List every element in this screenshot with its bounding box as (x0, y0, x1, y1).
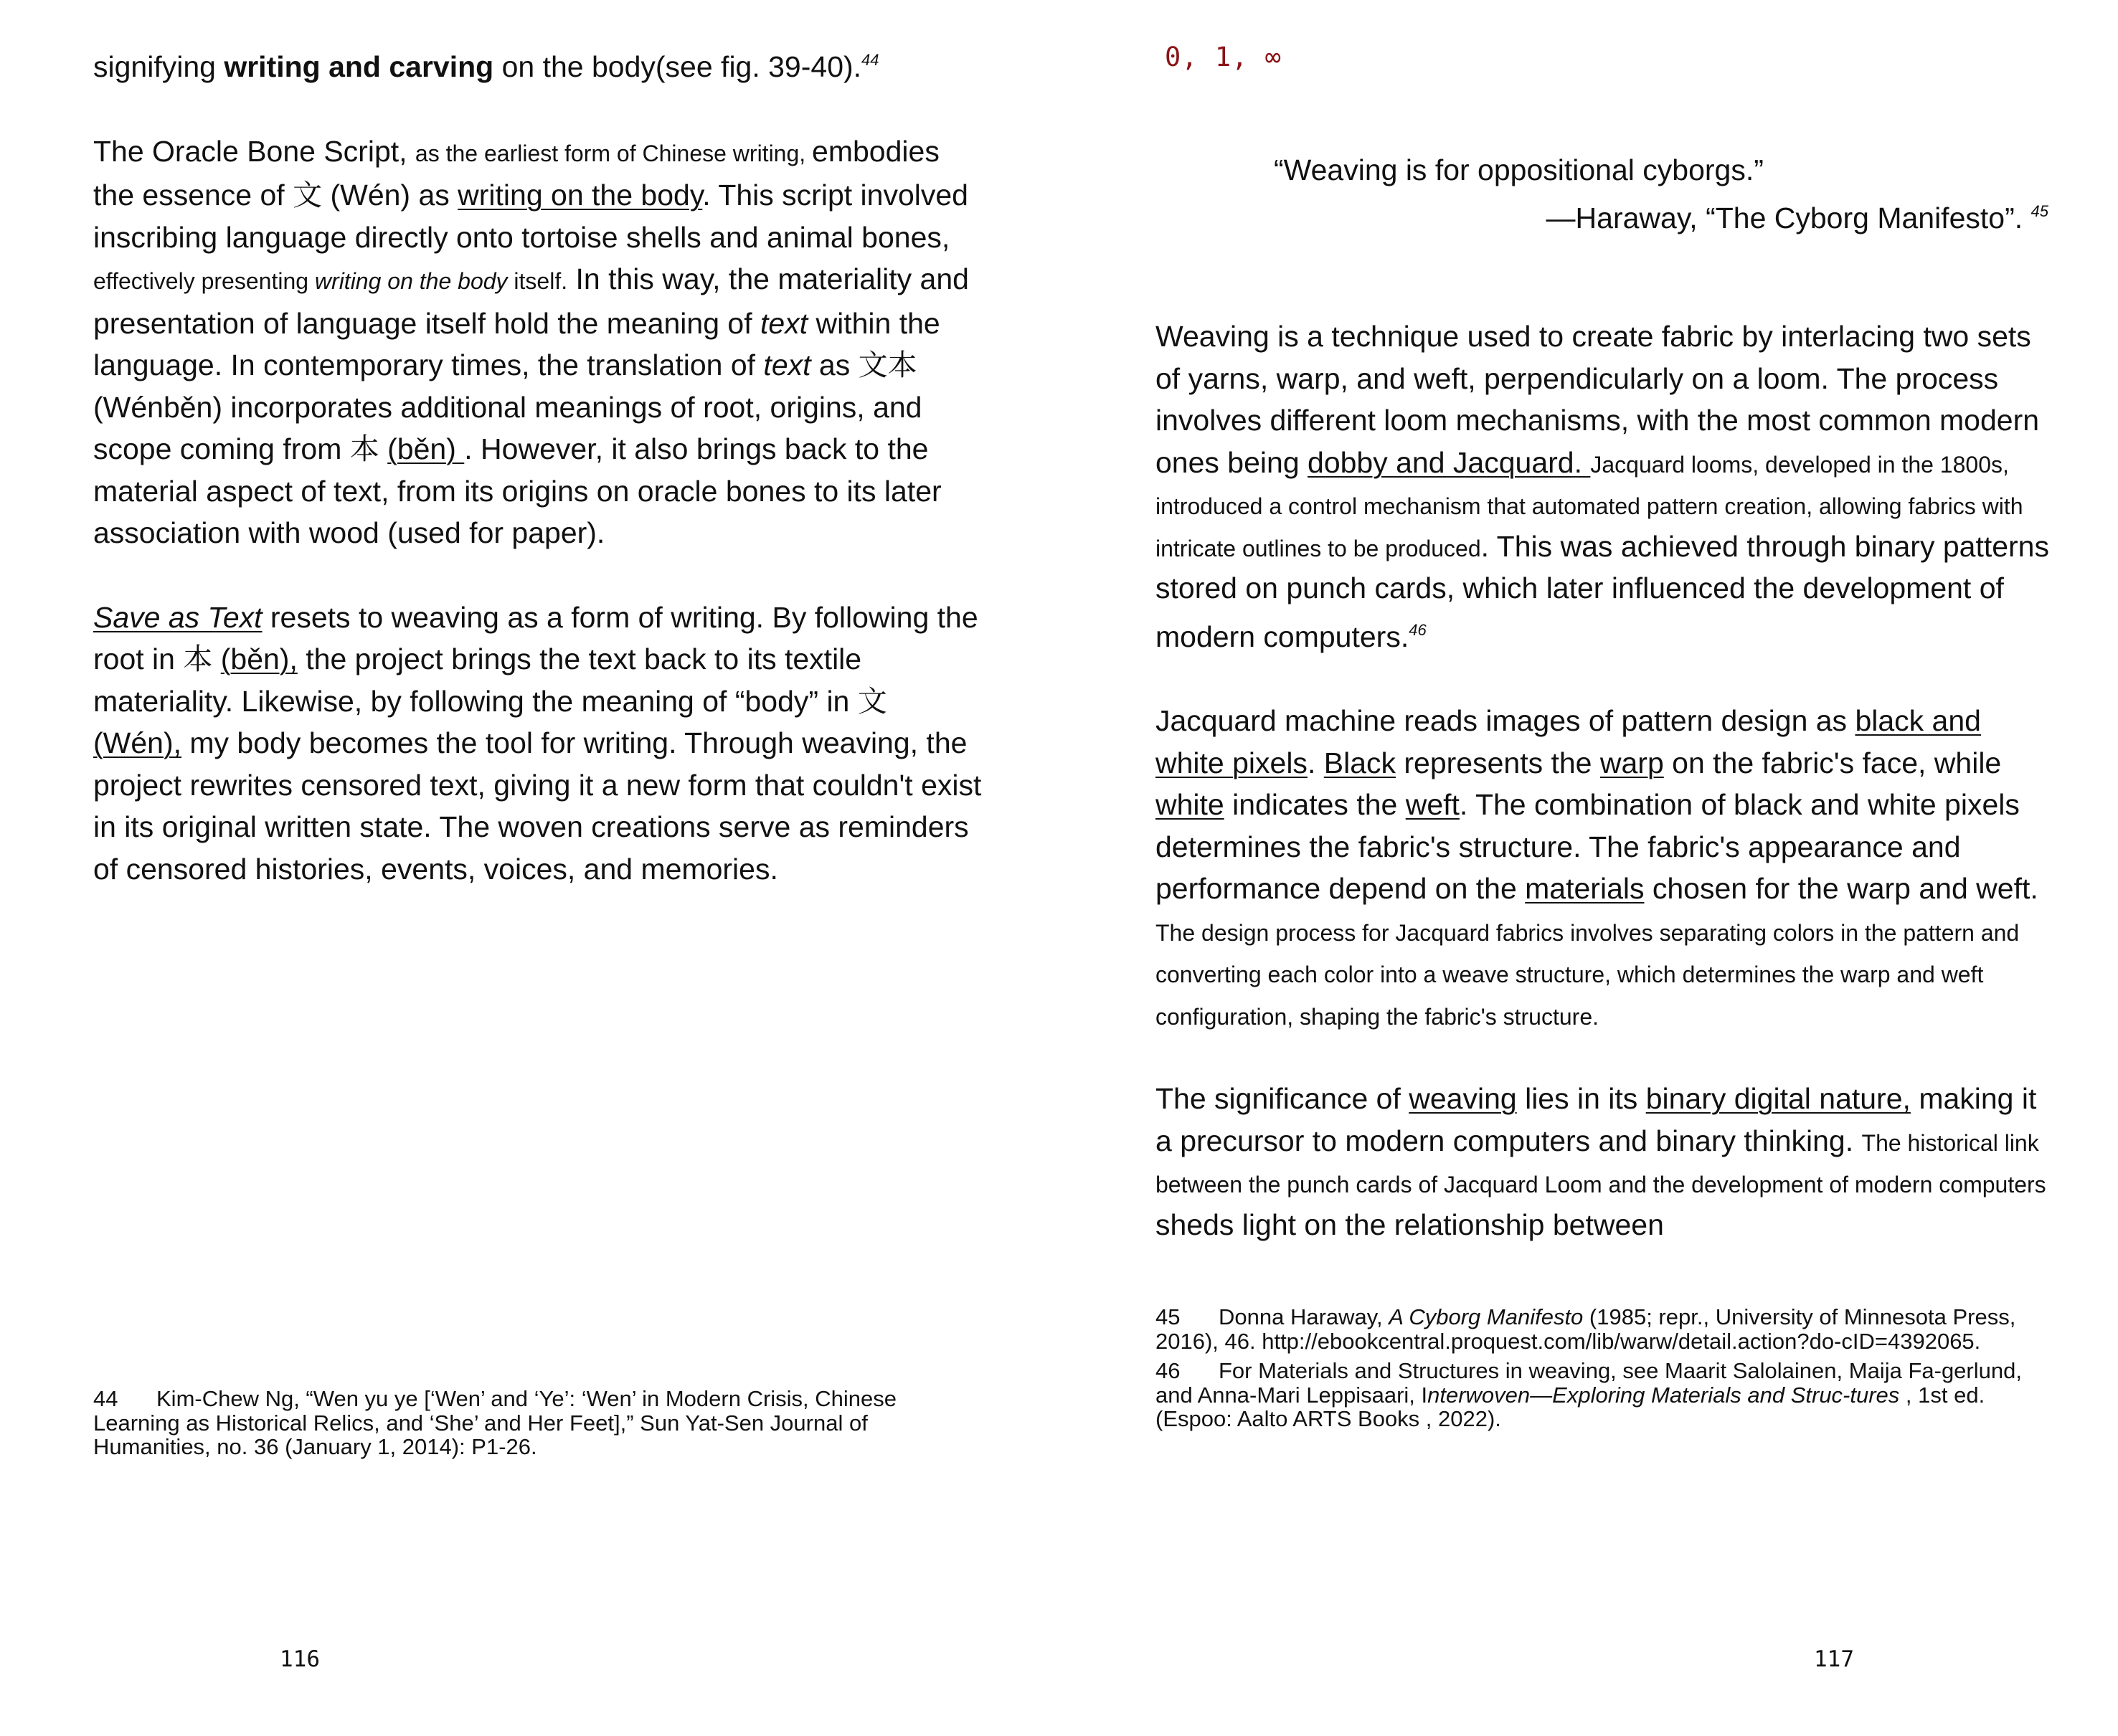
paragraph-3 (93, 597, 983, 891)
footnote-italic-title: nterwoven—Exploring Materials and Struc-tures (1427, 1382, 1900, 1408)
underlined-word: materials (1525, 872, 1645, 905)
underlined-phrase: black and white pixels (1155, 704, 1981, 779)
footnote-text: (1985; repr., University of Minnesota Press, 2016), 46. http://ebookcentral.proquest.com/lib/warw/detail.action?do-cID=4392065. (1155, 1304, 2016, 1354)
small-text-run: itself. (507, 268, 568, 294)
small-text-run: The design process for Jacquard fabrics involves separating colors in the pattern and converting each color into a weave structure, which determines the warp and weft configuration, shaping the fabric's structure. (1155, 919, 2020, 1030)
text-run: In this way, the materiality and presentation of language itself hold the meaning of (93, 262, 969, 340)
left-footnotes (93, 1387, 975, 1465)
small-text-run: effectively presenting (93, 268, 315, 294)
epigraph (1274, 149, 2070, 239)
page-number-right: 117 (1814, 1646, 1854, 1672)
underlined-phrase: dobby and Jacquard. (1308, 445, 1591, 479)
footnote-46 (1155, 1359, 2052, 1431)
text-run: (Wén) as (322, 179, 458, 212)
text-run: the project brings the text back to its textile materiality. Likewise, by following the meaning of “body” in (93, 642, 862, 718)
text-run (379, 432, 387, 465)
underlined-word: weft (1405, 788, 1460, 821)
small-text-run: The historical link between the punch cards of Jacquard Loom and the development of modern computers (1155, 1129, 2046, 1197)
footnote-text: For Materials and Structures in weaving, see Maarit Salolainen, Maija Fa-gerlund, and Anna-Mari Leppisaari, I (1155, 1358, 2022, 1408)
footnote-text: , 1st ed. (Espoo: Aalto ARTS Books , 2022). (1155, 1382, 1985, 1431)
text-run: . This script involved inscribing language directly onto tortoise shells and animal bones, (93, 179, 968, 254)
attribution-text: —Haraway, “The Cyborg Manifesto”. (1546, 201, 2031, 234)
text-run: Weaving is a technique used to create fabric by interlacing two sets of yarns, warp, and weft, perpendicularly on a loom. The process involves different loom mechanisms, with the most common modern ones being (1155, 320, 2040, 479)
text-run: on the fabric's face, while (1663, 746, 2002, 779)
text-run: chosen for the warp and weft. (1644, 872, 2038, 905)
paragraph-jacquard-pixels (1155, 700, 2052, 1035)
paragraph-1 (93, 39, 983, 88)
right-text-column (1155, 316, 2052, 1288)
footnote-44 (93, 1387, 975, 1459)
text-run: . However, it also brings back to the material aspect of text, from its origins on oracle bones to its later association with wood (used for paper). (93, 432, 942, 549)
underlined-word: Black (1323, 746, 1396, 779)
underlined-word: weaving (1409, 1082, 1517, 1115)
text-run: (Wénběn) incorporates additional meanings of root, origins, and scope coming from (93, 390, 922, 465)
text-run: making it a precursor to modern computers and binary thinking. (1155, 1082, 2037, 1157)
text-run: my body becomes the tool for writing. Through weaving, the project rewrites censored text, giving it a new form that couldn't exist in its original written state. The woven creations serve as reminders of censored histories, events, voices, and memories. (93, 726, 982, 886)
footnote-text: Kim-Chew Ng, “Wen yu ye [‘Wen’ and ‘Ye’: ‘Wen’ in Modern Crisis, Chinese Learning as Historical Relics, and ‘She’ and Her Feet],” Sun Yat-Sen Journal of Humanities, no. 36 (January 1, 2014): P1-26. (93, 1386, 897, 1459)
footnote-text: Donna Haraway, (1219, 1304, 1389, 1329)
text-run: . (1307, 746, 1324, 779)
small-italic-phrase: writing on the body (314, 268, 508, 294)
text-run: as (810, 348, 859, 381)
underlined-phrase: writing on the body (458, 179, 703, 212)
chinese-character-ben: 本 (183, 642, 213, 676)
footnote-number: 46 (1155, 1358, 1181, 1383)
chinese-characters-wenben: 文本 (858, 348, 917, 382)
footnote-ref-44[interactable]: 44 (861, 51, 879, 69)
paragraph-2 (93, 131, 983, 554)
footnote-ref-46[interactable]: 46 (1409, 620, 1427, 639)
text-run: on the body(see fig. 39-40). (493, 50, 862, 83)
chinese-character-wen: 文 (857, 683, 887, 718)
underlined-phrase: (Wén), (93, 726, 181, 759)
text-run: resets to weaving as a form of writing. By following the root in (93, 600, 978, 675)
paragraph-weaving-technique (1155, 316, 2052, 658)
bold-phrase: writing and carving (224, 50, 494, 83)
text-run: embodies the essence of (93, 134, 940, 212)
text-run: . This was achieved through binary patterns stored on punch cards, which later influenced the development of modern computers. (1155, 529, 2049, 653)
text-run: Jacquard machine reads images of pattern design as (1155, 704, 1855, 737)
section-header: 0, 1, ∞ (1165, 42, 1282, 72)
text-run: The significance of (1155, 1082, 1409, 1115)
paragraph-binary-significance (1155, 1078, 2052, 1246)
text-run: signifying (93, 50, 224, 83)
text-run: within the language. In contemporary times, the translation of (93, 306, 940, 381)
underlined-phrase: (běn) (387, 432, 465, 465)
small-text-run: as the earliest form of Chinese writing, (415, 140, 813, 166)
underlined-word: warp (1599, 746, 1664, 779)
epigraph-attribution (1274, 191, 2070, 239)
chinese-character-wen: 文 (293, 178, 323, 212)
left-text-column (93, 39, 983, 932)
right-page (1059, 0, 2118, 1736)
italic-word: text (763, 348, 811, 381)
italic-word: text (760, 306, 808, 340)
project-title-save-as-text: Save as Text (93, 600, 263, 634)
text-run: represents the (1396, 746, 1600, 779)
epigraph-quote: “Weaving is for oppositional cyborgs.” (1274, 153, 1764, 186)
page-number-left: 116 (280, 1646, 320, 1672)
footnote-number: 45 (1155, 1304, 1181, 1329)
text-run: lies in its (1516, 1082, 1646, 1115)
underlined-phrase: binary digital nature, (1645, 1082, 1911, 1115)
right-footnotes (1155, 1305, 2052, 1437)
footnote-italic-title: A Cyborg Manifesto (1389, 1304, 1584, 1329)
underlined-phrase: (běn), (220, 642, 298, 675)
text-run: indicates the (1224, 788, 1406, 821)
chinese-character-ben: 本 (349, 432, 379, 466)
text-run (212, 642, 220, 675)
footnote-ref-45[interactable]: 45 (2030, 202, 2048, 220)
text-run: sheds light on the relationship between (1155, 1208, 1664, 1241)
underlined-word: white (1155, 788, 1224, 821)
small-text-run: Jacquard looms, developed in the 1800s, introduced a control mechanism that automated pattern creation, allowing fabrics with intricate outlines to be produced (1155, 451, 2023, 561)
text-run: . The combination of black and white pixels determines the fabric's structure. The fabric's appearance and performance depend on the (1155, 788, 2020, 905)
footnote-45 (1155, 1305, 2052, 1353)
text-run: The Oracle Bone Script, (93, 134, 415, 168)
footnote-number: 44 (93, 1386, 118, 1411)
